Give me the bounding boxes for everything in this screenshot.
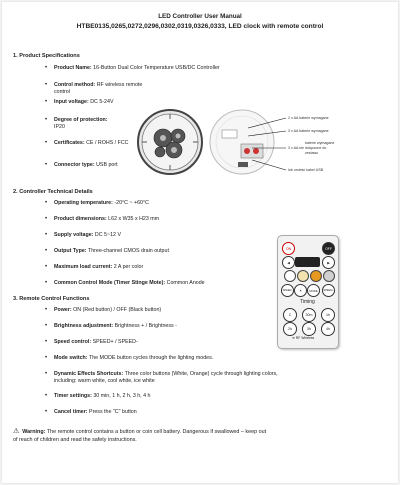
speed-minus-button: SPEED- [281, 284, 294, 297]
spec-item: • Product Name: 16-Button Dual Color Temperature USB/DC Controller [54, 65, 274, 72]
remote-display [295, 257, 320, 267]
manual-page [2, 2, 398, 483]
spec-item: • Speed control: SPEED+ / SPEED- [54, 339, 269, 346]
warm-color-button [297, 270, 309, 282]
spec-item: • Cancel timer: Press the "C" button [54, 409, 284, 416]
spec-item: • Degree of protection: IP20 [54, 117, 129, 131]
spec-item: • Operating temperature: -20°C ~ +60°C [54, 200, 264, 207]
section-heading-remote: 3. Remote Control Functions [13, 296, 90, 302]
spec-item: • Product dimensions: L62 x W35 x H23 mm [54, 216, 264, 223]
battery-label-3b: 3 x AA nie dołączone do [288, 146, 327, 150]
document-title: LED Controller User Manual [158, 13, 242, 20]
spec-item: • Connector type: USB port [54, 162, 124, 169]
orange-color-button [310, 270, 322, 282]
section-heading-specs: 1. Product Specifications [13, 53, 80, 59]
clock-gears-image [136, 108, 204, 176]
warning-note: ⚠ Warning: The remote control contains a button or coin cell battery. Dangerous if swallowed – keep out of reach of children and read the safety instructions. [13, 428, 267, 443]
label-arrows [242, 112, 292, 177]
warning-icon: ⚠ [13, 428, 20, 435]
remote-left-button: ◀ [282, 256, 295, 269]
remote-control-image [277, 235, 339, 349]
battery-label-3a: baterie wymagane [305, 141, 335, 145]
brightness-down-button: ☀ [294, 284, 307, 297]
spec-item: • Certificates: CE / ROHS / FCC [54, 140, 129, 147]
spec-item: • Timer settings: 30 min, 1 h, 2 h, 3 h, 4 h [54, 393, 284, 400]
timer-cancel-button: C [283, 308, 297, 322]
spec-item: • Common Control Mode (Timer Stinge Mote): Common Anode [54, 280, 269, 287]
battery-label-3c: zestawu [305, 151, 319, 155]
wifi-icon: ≋ [292, 336, 295, 340]
timing-label: Timing [300, 299, 315, 305]
timer-2h-button: 2h [283, 322, 297, 336]
white-color-button [284, 270, 296, 282]
remote-off-button: OFF [322, 242, 335, 255]
spec-item: • Input voltage: DC 5-24V [54, 99, 144, 106]
timer-3h-button: 3h [302, 322, 316, 336]
battery-label-2: 3 x AA baterie wymagane [288, 129, 329, 133]
spec-item: • Output Type: Three-channel CMOS drain output [54, 248, 269, 255]
document-subtitle: HTBE0135,0265,0272,0296,0302,0319,0326,0333, LED clock with remote control [76, 23, 324, 30]
spec-item: • Maximum load current: 2 A per color [54, 264, 269, 271]
battery-label-1: 2 x AA baterie wymagane [288, 116, 329, 120]
remote-on-button: ON [282, 242, 295, 255]
usb-label: lub umieść kabel USB [288, 168, 324, 172]
spec-item: • Control method: RF wireless remote control [54, 82, 144, 96]
neutral-color-button [323, 270, 335, 282]
speed-plus-button: SPEED+ [322, 284, 335, 297]
mode-button: MODE [307, 284, 320, 297]
spec-item: • Brightness adjustment: Brightness + / Brightness - [54, 323, 269, 330]
remote-right-button: ▶ [322, 256, 335, 269]
section-heading-technical: 2. Controller Technical Details [13, 189, 93, 195]
timer-30m-button: 30m [302, 308, 316, 322]
timer-1h-button: 1h [321, 308, 335, 322]
spec-item: • Mode switch: The MODE button cycles through the lighting modes. [54, 355, 284, 362]
rf-wireless-label: ≋ RF Wireless [292, 336, 315, 340]
timer-4h-button: 4h [321, 322, 335, 336]
spec-item: • Power: ON (Red button) / OFF (Black button) [54, 307, 269, 314]
spec-item: • Dynamic Effects Shortcuts: Three color buttons (White, Orange) cycle through lighting colors, including: warm white, cool white, ice white [54, 371, 384, 385]
spec-item: • Supply voltage: DC 5~12 V [54, 232, 264, 239]
